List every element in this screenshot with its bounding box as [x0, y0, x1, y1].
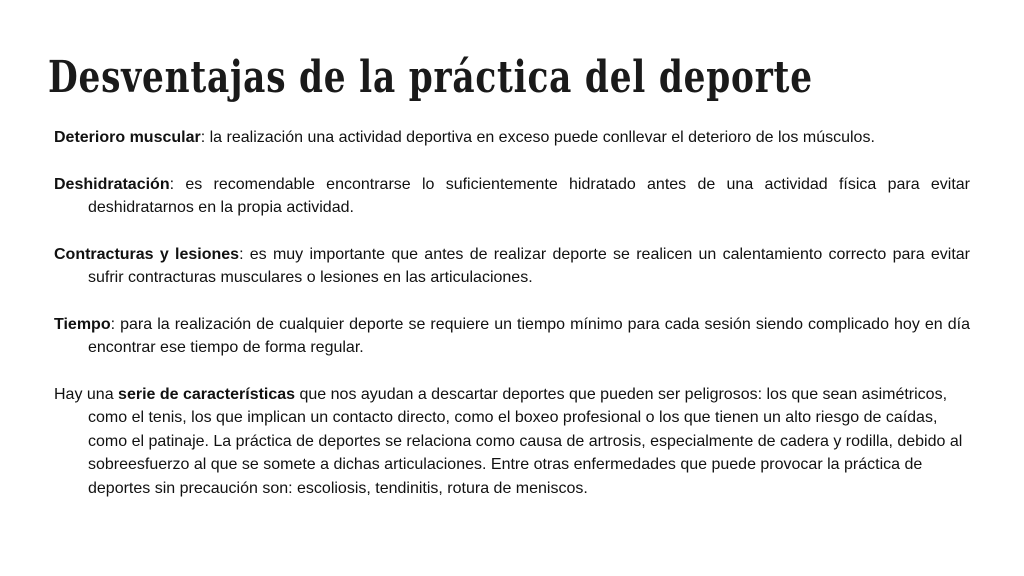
closing-text: que nos ayudan a descartar deportes que pueden ser peligrosos: los que sean asimétricos, como el tenis, los que implican un contacto directo, como el boxeo profesional o los que tienen un alto riesgo de caídas, como el patinaje. La práctica de deportes se relaciona como causa de artrosis, especialmente de cadera y rodilla, debido al sobreesfuerzo al que se somete a dichas articulaciones. Entre otras enfermedades que puede provocar la práctica de deportes sin precaución son: escoliosis, tendinitis, rotura de meniscos.: [88, 385, 963, 497]
list-item-tiempo: [54, 313, 970, 360]
item-text: : para la realización de cualquier deporte se requiere un tiempo mínimo para cada sesión siendo complicado hoy en día encontrar ese tiempo de forma regular.: [88, 315, 970, 356]
slide-body: [54, 126, 970, 523]
list-item-deterioro-muscular: [54, 126, 970, 150]
list-item-contracturas: [54, 243, 970, 290]
list-item-deshidratacion: [54, 173, 970, 220]
closing-term: serie de características: [118, 385, 296, 403]
item-text: : es muy importante que antes de realizar deporte se realicen un calentamiento correcto para evitar sufrir contracturas musculares o lesiones en las articulaciones.: [88, 245, 970, 286]
item-text: : es recomendable encontrarse lo suficientemente hidratado antes de una actividad física para evitar deshidratarnos en la propia actividad.: [88, 175, 970, 216]
item-term: Deterioro muscular: [54, 129, 201, 146]
closing-prefix: Hay una: [54, 385, 119, 403]
slide-title: Desventajas de la práctica del deporte: [48, 52, 813, 103]
item-term: Contracturas y lesiones: [54, 245, 240, 263]
item-term: Tiempo: [54, 315, 111, 333]
item-term: Deshidratación: [54, 175, 170, 193]
item-text: : la realización una actividad deportiva en exceso puede conllevar el deterioro de los músculos.: [200, 129, 875, 146]
closing-paragraph: [54, 383, 970, 501]
